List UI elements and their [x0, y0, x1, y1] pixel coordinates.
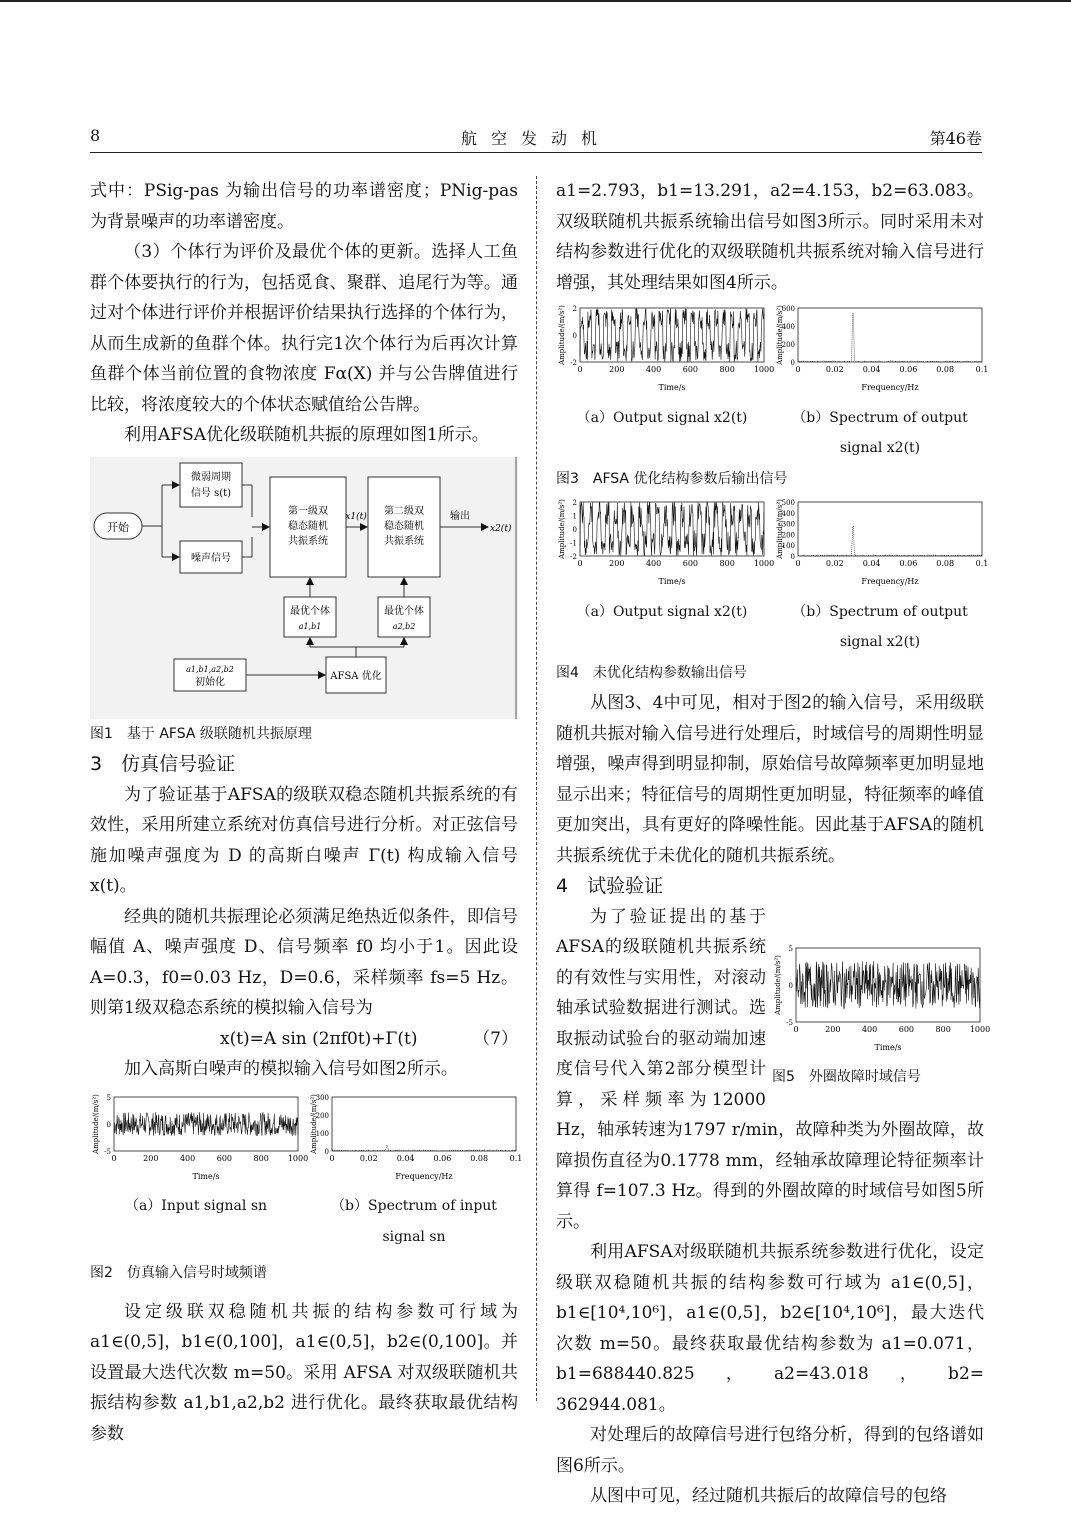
weak-signal-node: 微弱周期 — [191, 471, 231, 483]
x-tick-label: 600 — [216, 1153, 233, 1163]
x-tick-label: 0.04 — [396, 1153, 415, 1163]
x-tick-label: 1000 — [753, 365, 775, 374]
y-tick-label: 300 — [781, 520, 795, 529]
x-tick-label: 0.06 — [899, 365, 918, 374]
stage2-node: 第二级双 — [384, 505, 424, 517]
y-tick-label: 5 — [106, 1093, 111, 1102]
volume-label: 第46卷 — [929, 129, 982, 148]
svg-text:a1,b1: a1,b1 — [298, 621, 322, 631]
y-tick-label: 2 — [572, 499, 577, 507]
svg-text:稳态随机: 稳态随机 — [288, 520, 328, 532]
x-tick-label: 0.1 — [509, 1153, 523, 1163]
y-axis-label: Amplitude/(m/s²) — [774, 954, 782, 1015]
figure-1 — [90, 457, 518, 719]
x-tick-label: 0.02 — [825, 365, 844, 374]
y-tick-label: 200 — [781, 341, 795, 349]
y-tick-label: -2 — [570, 553, 577, 561]
flowchart — [90, 457, 518, 719]
x-tick-label: 800 — [719, 559, 735, 568]
x-tick-label: 400 — [645, 365, 662, 374]
x-tick-label: 0 — [577, 365, 583, 374]
equation-number: （7） — [473, 1028, 518, 1049]
x-tick-label: 0.02 — [825, 559, 844, 568]
y-axis-label: Amplitude/(m/s²) — [92, 1093, 100, 1154]
journal-title: 航空发动机 — [460, 129, 611, 148]
x-tick-label: 0.06 — [899, 559, 918, 568]
paragraph: a1=2.793，b1=13.291，a2=4.153，b2=63.083。双级联随机共振系统输出信号如图3所示。同时采用未对结构参数进行优化的双级联随机共振系统对输入信号进行增强，其处理结果如图4所示。 — [556, 181, 984, 293]
x-tick-label: 0.04 — [862, 365, 881, 374]
y-tick-label: 0 — [324, 1147, 329, 1156]
init-node: a1,b1,a2,b2 — [186, 664, 234, 674]
y-axis-label: Amplitude/(m/s²) — [776, 305, 784, 365]
right-column — [556, 176, 1001, 1512]
y-tick-label: 200 — [315, 1111, 329, 1120]
output-label: 输出 — [450, 510, 470, 522]
x-tick-label: 0 — [793, 1024, 799, 1034]
paragraph: 从图中可见，经过随机共振后的故障信号的包络 — [590, 1486, 947, 1506]
paragraph: 经典的随机共振理论必须满足绝热近似条件，即信号幅值 A、噪声强度 D、信号频率 f0 均小于1。因此设 A=0.3，f0=0.03 Hz，D=0.6，采样频率 fs=5 Hz。则第1级双稳态系统的模拟输入信号为 — [90, 906, 518, 1018]
figure-1-caption: 图1 基于 AFSA 级联随机共振原理 — [90, 725, 312, 742]
y-axis-label: Amplitude/(m/s²) — [776, 499, 784, 559]
x-tick-label: 600 — [682, 559, 699, 568]
series-line — [580, 309, 764, 362]
y-tick-label: 300 — [315, 1093, 329, 1102]
x-tick-label: 1000 — [287, 1153, 309, 1163]
svg-text:稳态随机: 稳态随机 — [384, 520, 424, 532]
x-tick-label: 400 — [179, 1153, 196, 1163]
x-tick-label: 800 — [719, 365, 735, 374]
spectrum-line — [798, 313, 982, 362]
running-header — [90, 124, 982, 150]
subcaption: （b）Spectrum of output signal x2(t) — [792, 409, 968, 456]
subcaption: （a）Output signal x2(t) — [576, 603, 748, 620]
paragraph: 利用AFSA对级联随机共振系统参数进行优化，设定级联双稳随机共振的结构参数可行域为 a1∈(0,5]，b1∈[10⁴,10⁶]，a1∈(0,5]，b2∈[10⁴,10⁶]，最大迭代次数 m=50。最终获取最优结构参数为 a1=0.071，b1=688440.825，a2=43.018，b2= 362944.081。 — [556, 1242, 1001, 1415]
x-axis-label: Frequency/Hz — [395, 1171, 453, 1181]
y-tick-label: -5 — [104, 1147, 111, 1156]
y-tick-label: 0 — [790, 553, 795, 561]
x-tick-label: 0 — [577, 559, 583, 568]
x-tick-label: 0.1 — [975, 365, 989, 374]
y-tick-label: 5 — [788, 944, 793, 953]
x-tick-label: 200 — [609, 559, 625, 568]
y-tick-label: 600 — [781, 305, 795, 313]
column-separator — [536, 176, 537, 1401]
x-axis-label: Frequency/Hz — [861, 577, 919, 586]
x-tick-label: 0 — [111, 1153, 117, 1163]
x-tick-label: 600 — [682, 365, 699, 374]
x-tick-label: 200 — [609, 365, 625, 374]
input-signal-plot — [90, 1091, 309, 1181]
figure-2 — [90, 1091, 523, 1253]
x-tick-label: 0 — [795, 559, 801, 568]
x-tick-label: 1000 — [969, 1024, 991, 1034]
unoptimized-spectrum-plot — [774, 496, 989, 586]
x-tick-label: 0.08 — [936, 559, 955, 568]
x-axis-label: Frequency/Hz — [861, 383, 919, 392]
stage1-node: 第一级双 — [288, 505, 328, 517]
y-tick-label: 0 — [572, 526, 577, 534]
y-tick-label: 400 — [781, 509, 795, 518]
input-spectrum-plot — [308, 1091, 523, 1181]
y-tick-label: 0 — [572, 332, 577, 340]
y-tick-label: 500 — [781, 499, 795, 507]
x-axis-label: Time/s — [658, 383, 686, 392]
x-tick-label: 200 — [143, 1153, 159, 1163]
paragraph: 为了验证提出的基于AFSA的级联随机共振系统的有效性与实用性，对滚动轴承试验数据进行测试。选取振动试验台的驱动端加速度信号代入第2部分模型计算，采样频率为12000 Hz，轴承转速为1797 r/min，故障种类为外圈故障，故障损伤直径为0.1778 mm，经轴承故障理论特征频率计算得 f=107.3 Hz。得到的外圈故障的时域信号如图5所示。 — [556, 906, 984, 1232]
svg-text:a2,b2: a2,b2 — [392, 621, 416, 631]
paragraph: （3）个体行为评价及最优个体的更新。选择人工鱼群个体要执行的行为，包括觅食、聚群、追尾行为等。通过对个体进行评价并根据评价结果执行选择的个体行为，从而生成新的鱼群个体。执行完1次个体行为后再次计算鱼群个体当前位置的食物浓度 Fα(X) 并与公告牌值进行比较，将浓度较大的个体状态赋值给公告牌。 — [90, 242, 518, 415]
y-tick-label: -5 — [786, 1018, 793, 1027]
series-line — [114, 1112, 298, 1136]
x-axis-label: Time/s — [192, 1171, 220, 1181]
x-tick-label: 0.1 — [975, 559, 989, 568]
page-number: 8 — [90, 126, 101, 145]
paragraph: 加入高斯白噪声的模拟输入信号如图2所示。 — [124, 1059, 458, 1079]
unoptimized-output-plot — [556, 496, 775, 586]
y-tick-label: 0 — [106, 1120, 111, 1129]
x-axis-label: Time/s — [874, 1042, 902, 1052]
y-tick-label: -2 — [570, 359, 577, 367]
x-tick-label: 400 — [645, 559, 662, 568]
y-axis-label: Amplitude/(m/s²) — [310, 1093, 318, 1154]
paragraph: 对处理后的故障信号进行包络分析，得到的包络谱如图6所示。 — [556, 1425, 984, 1476]
top-border — [0, 0, 1071, 2]
series-line — [580, 503, 764, 556]
svg-text:初始化: 初始化 — [195, 676, 225, 688]
x-tick-label: 0.08 — [936, 365, 955, 374]
figure-4-caption: 图4 未优化结构参数输出信号 — [556, 664, 747, 681]
x-tick-label: 600 — [898, 1024, 915, 1034]
paragraph: 利用AFSA优化级联随机共振的原理如图1所示。 — [124, 425, 489, 445]
x-tick-label: 0.08 — [470, 1153, 489, 1163]
paragraph: 从图3、4中可见，相对于图2的输入信号，采用级联随机共振对输入信号进行处理后，时域信号的周期性明显增强，噪声得到明显抑制，原始信号故障频率更加明显地显示出来；特征信号的周期性更加明显，特征频率的峰值更加突出，具有更好的降噪性能。因此基于AFSA的随机共振系统优于未优化的随机共振系统。 — [556, 693, 984, 866]
header-rule — [90, 152, 982, 153]
y-tick-label: -1 — [570, 539, 577, 548]
left-column — [90, 176, 523, 1449]
best-individual-2: 最优个体 — [384, 605, 424, 617]
figure-4 — [556, 496, 989, 658]
optimized-spectrum-plot — [774, 302, 989, 392]
x-tick-label: 0 — [329, 1153, 335, 1163]
figure-5-caption: 图5 外圈故障时域信号 — [772, 1069, 921, 1085]
x-tick-label: 0.02 — [359, 1153, 378, 1163]
x-tick-label: 400 — [861, 1024, 878, 1034]
y-axis-label: Amplitude/(m/s²) — [558, 305, 566, 365]
x-tick-label: 0.06 — [433, 1153, 452, 1163]
paragraph: 为了验证基于AFSA的级联双稳态随机共振系统的有效性，采用所建立系统对仿真信号进行分析。对正弦信号施加噪声强度为 D 的高斯白噪声 Γ(t) 构成输入信号 x(t)。 — [90, 784, 518, 896]
y-axis-label: Amplitude/(m/s²) — [558, 499, 566, 559]
section-4-heading: 4 试验验证 — [556, 875, 664, 897]
equation: x(t)=A sin (2πf0t)+Γ(t) — [220, 1028, 418, 1049]
noise-node: 噪声信号 — [191, 552, 231, 564]
subcaption: （a）Output signal x2(t) — [576, 409, 748, 426]
y-tick-label: 0 — [790, 359, 795, 367]
svg-text:共振系统: 共振系统 — [288, 535, 328, 547]
x-axis-label: Time/s — [658, 577, 686, 586]
x1-label: x1(t) — [345, 511, 367, 522]
x-tick-label: 0 — [795, 365, 801, 374]
paragraph: 式中：PSig-pas 为输出信号的功率谱密度；PNig-pas 为背景噪声的功率谱密度。 — [90, 181, 518, 232]
paragraph: 设定级联双稳随机共振的结构参数可行域为 a1∈(0,5]，b1∈(0,100]，a1∈(0,5]，b2∈(0,100]。并设置最大迭代次数 m=50。采用 AFSA 对双级联随机共振结构参数 a1,b1,a2,b2 进行优化。最终获取最优结构参数 — [90, 1301, 518, 1444]
start-node: 开始 — [107, 520, 129, 534]
y-tick-label: 200 — [781, 531, 795, 540]
figure-3 — [556, 302, 989, 464]
svg-text:信号 s(t): 信号 s(t) — [190, 487, 232, 499]
figure-2-caption: 图2 仿真输入信号时域频谱 — [90, 1265, 267, 1281]
x-tick-label: 1000 — [753, 559, 775, 568]
x-tick-label: 800 — [253, 1153, 269, 1163]
y-tick-label: 0 — [788, 981, 793, 990]
y-tick-label: 100 — [781, 542, 795, 551]
best-individual-1: 最优个体 — [290, 605, 330, 617]
y-tick-label: 2 — [572, 305, 577, 313]
section-3-heading: 3 仿真信号验证 — [90, 753, 236, 775]
spectrum-line — [798, 526, 982, 556]
x-tick-label: 0.04 — [862, 559, 881, 568]
spectrum-line — [332, 1145, 516, 1150]
y-tick-label: 1 — [572, 512, 577, 521]
subcaption: （a）Input signal sn — [124, 1198, 268, 1214]
x2-label: x2(t) — [490, 523, 512, 534]
paragraph-with-figure-5 — [556, 902, 991, 1238]
subcaption: （b）Spectrum of output signal x2(t) — [792, 603, 968, 650]
y-tick-label: 400 — [781, 323, 795, 331]
subcaption: （b）Spectrum of input signal sn — [331, 1198, 497, 1245]
x-tick-label: 800 — [935, 1024, 951, 1034]
equation-7 — [90, 1024, 518, 1055]
svg-text:共振系统: 共振系统 — [384, 535, 424, 547]
optimized-output-plot — [556, 302, 775, 392]
afsa-node: AFSA 优化 — [330, 670, 382, 682]
y-tick-label: 100 — [315, 1129, 329, 1138]
x-tick-label: 200 — [825, 1024, 841, 1034]
figure-3-caption: 图3 AFSA 优化结构参数后输出信号 — [556, 470, 788, 487]
